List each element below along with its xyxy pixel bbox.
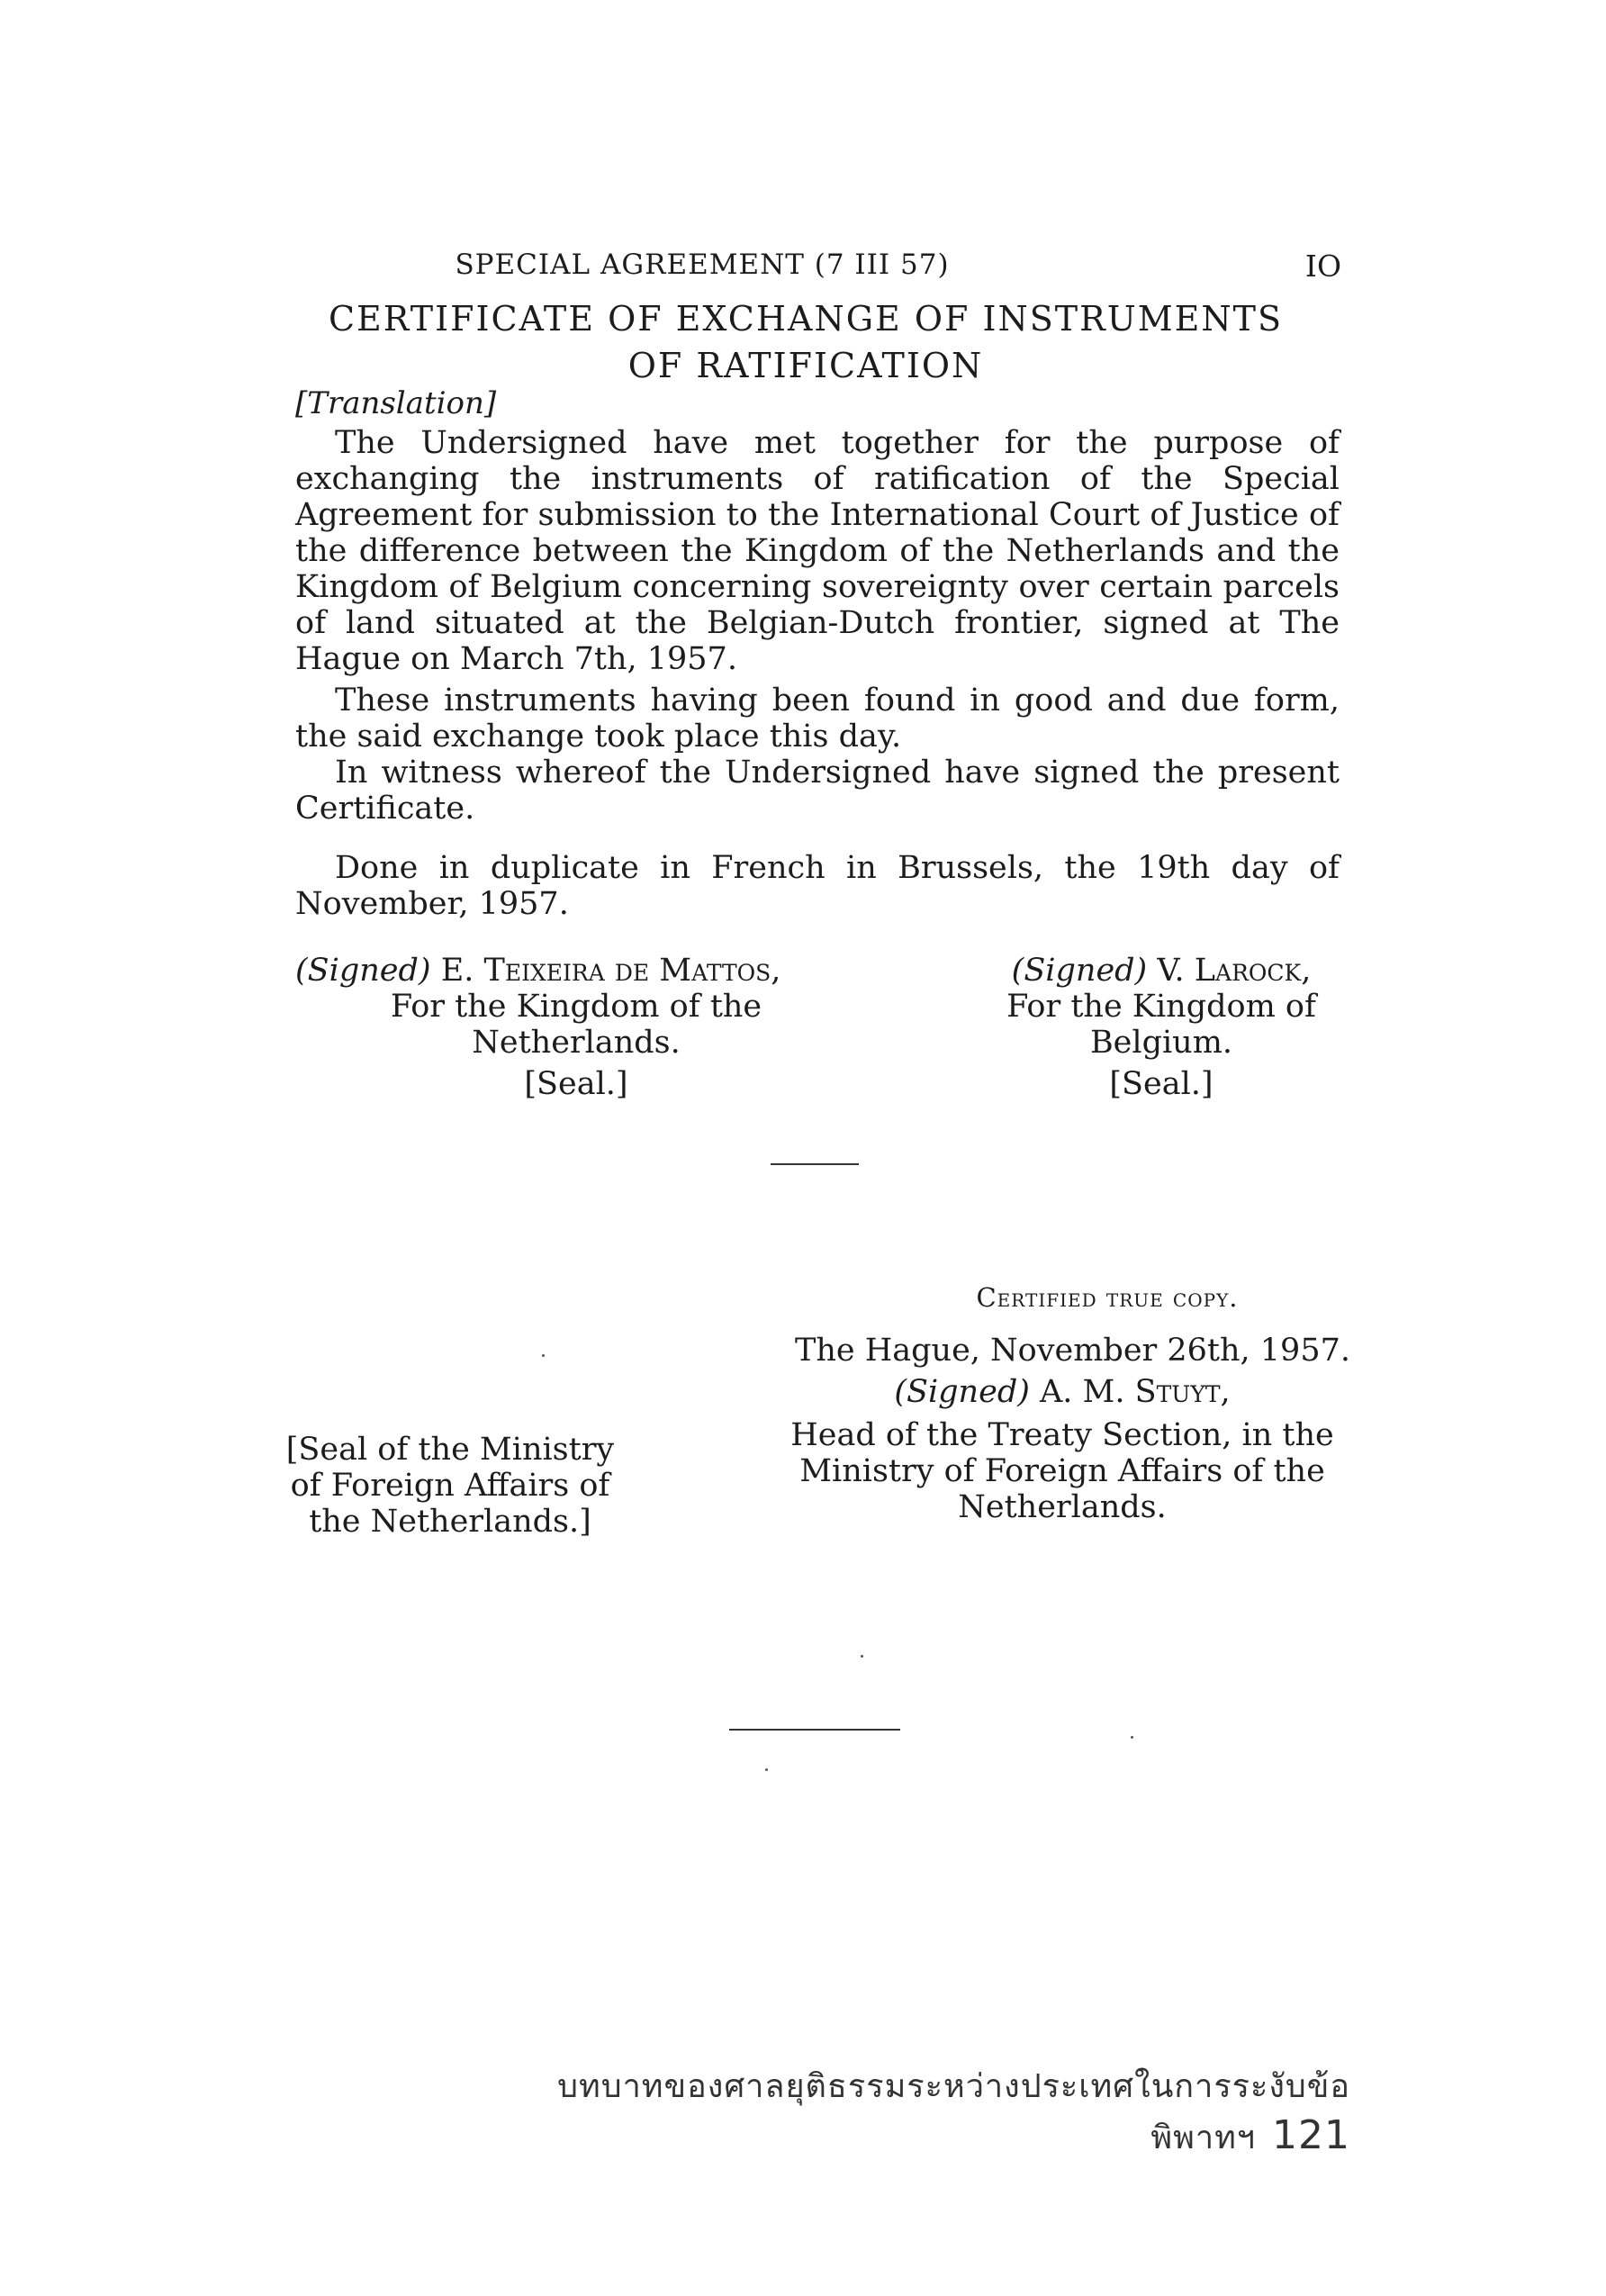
body-paragraph: The Undersigned have met together for the purpose of exchanging the instruments of ratification of the Special Agreement for submission to the International Court of Justice of the difference between the Kingdom of the Netherlands and the Kingdom of Belgium concerning sovereignty over certain parcels of land situated at the Belgian-Dutch frontier, signed at The Hague on March 7th, 1957. [295, 425, 1340, 677]
footer-page-number: 121 [1272, 2112, 1350, 2158]
document-title-line-2: OF RATIFICATION [627, 346, 984, 385]
signatory-name: V. Larock, [1157, 953, 1312, 989]
body-paragraph: These instruments having been found in good and due form, the said exchange took place this day. [295, 682, 1340, 755]
certifier-role-line: Ministry of Foreign Affairs of the [799, 1453, 1325, 1489]
certifier-role-line: Head of the Treaty Section, in the [790, 1417, 1334, 1453]
signature-block-belgium [972, 953, 1350, 1102]
speck-mark [542, 1354, 545, 1357]
page-number: IO [1304, 249, 1341, 284]
seal-note-line: the Netherlands.] [309, 1504, 591, 1540]
certifier-line [774, 1374, 1350, 1410]
section-divider [729, 1729, 900, 1731]
seal-label: [Seal.] [1109, 1066, 1214, 1102]
signatory-role-line: For the Kingdom of the [390, 989, 762, 1025]
seal-note-line: [Seal of the Ministry [285, 1432, 615, 1468]
signatory-line [972, 953, 1350, 989]
signatory-name: E. Teixeira de Mattos, [440, 953, 781, 989]
certifier-role-line: Netherlands. [958, 1489, 1167, 1525]
signatory-role-line: Belgium. [1089, 1025, 1233, 1061]
footer-book-title: บทบาทของศาลยุติธรรมระหว่างประเทศในการระงับข้อพิพาทฯ [557, 2068, 1350, 2156]
seal-label: [Seal.] [524, 1066, 628, 1102]
body-paragraph: In witness whereof the Undersigned have signed the present Certificate. [295, 755, 1340, 827]
book-footer [450, 2060, 1350, 2163]
certification-date: The Hague, November 26th, 1957. [795, 1333, 1350, 1369]
translation-label: [Translation] [295, 385, 497, 421]
signatory-line [270, 953, 882, 989]
body-paragraph: Done in duplicate in French in Brussels, the 19th day of November, 1957. [295, 850, 1340, 922]
speck-mark [1131, 1736, 1133, 1739]
signatory-role-line: For the Kingdom of [1006, 989, 1316, 1025]
signed-label: (Signed) [295, 953, 431, 989]
running-head: SPECIAL AGREEMENT (7 III 57) [455, 249, 950, 281]
signatory-role-line: Netherlands. [472, 1025, 681, 1061]
speck-mark [765, 1768, 768, 1771]
section-divider [771, 1163, 859, 1165]
signature-block-netherlands [270, 953, 882, 1102]
speck-mark [861, 1655, 863, 1658]
signed-label: (Signed) [894, 1374, 1030, 1410]
signed-label: (Signed) [1011, 953, 1148, 989]
certification-block [774, 1333, 1350, 1525]
ministry-seal-note [279, 1432, 621, 1540]
seal-note-line: of Foreign Affairs of [290, 1468, 610, 1504]
document-title-line-1: CERTIFICATE OF EXCHANGE OF INSTRUMENTS [328, 299, 1284, 339]
certifier-name: A. M. Stuyt, [1040, 1374, 1231, 1410]
certified-true-copy-heading: Certified true copy. [976, 1282, 1239, 1313]
